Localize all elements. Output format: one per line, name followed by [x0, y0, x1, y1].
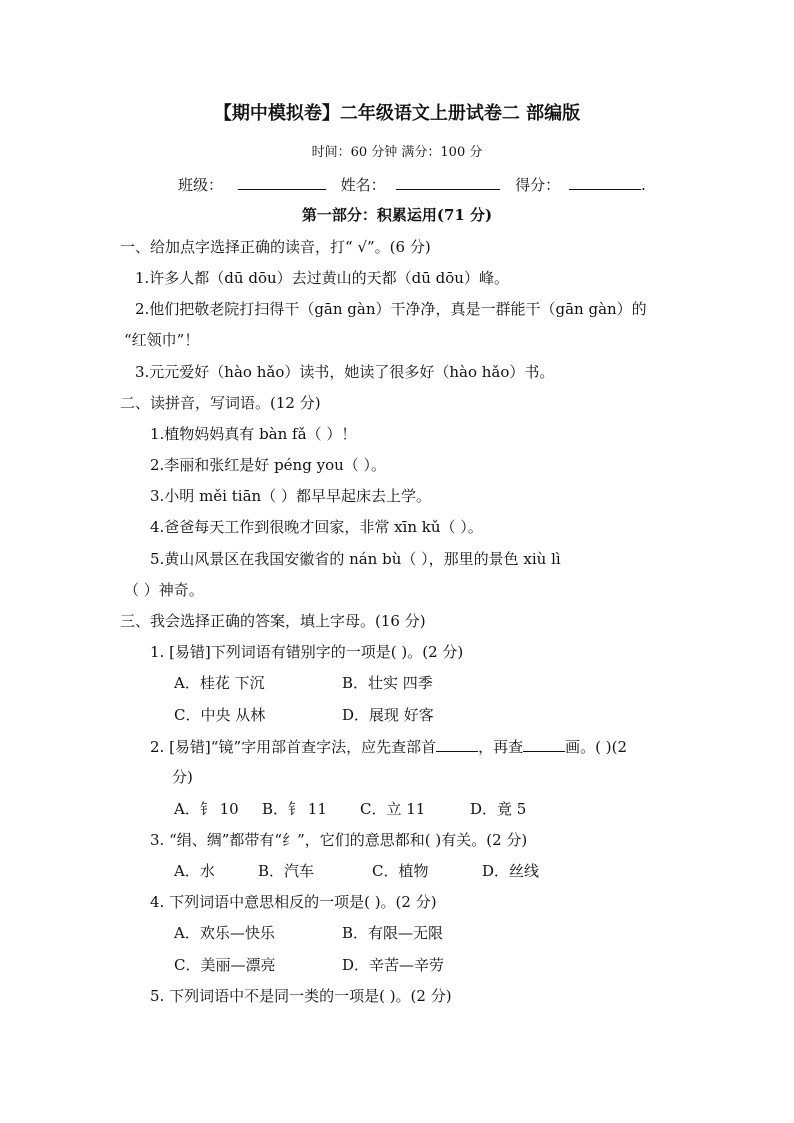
- name-label: 姓名：: [340, 176, 386, 194]
- stroke-blank[interactable]: [523, 737, 565, 752]
- q3-1-option-a: A．桂花 下沉: [174, 674, 265, 692]
- q3-2-option-a: A．钅 10: [174, 800, 239, 818]
- score-label: 得分：: [515, 176, 561, 194]
- q3-2-stem-part-c: 画。( )(2: [565, 738, 628, 756]
- q3-5-stem: 5. 下列词语中不是同一类的一项是( )。(2 分): [150, 987, 452, 1005]
- q3-title: 三、我会选择正确的答案，填上字母。(16 分): [120, 612, 426, 630]
- q2-line-1: 1.植物妈妈真有 bàn fǎ（ ）！: [150, 425, 357, 443]
- radical-blank[interactable]: [436, 737, 478, 752]
- q2-line-3: 3.小明 měi tiān（ ）都早早起床去上学。: [150, 487, 431, 505]
- q3-2-option-d: D．竟 5: [470, 800, 527, 818]
- q3-3-option-c: C．植物: [372, 862, 429, 880]
- q3-1-stem: 1. [易错]下列词语有错别字的一项是( )。(2 分): [150, 643, 464, 661]
- q3-2-stem: [150, 737, 627, 757]
- exam-meta: 时间：60 分钟 满分：100 分: [311, 145, 483, 160]
- q1-line-2: 2.他们把敬老院打扫得干（gān gàn）干净净，真是一群能干（gān gàn）的: [135, 300, 647, 318]
- score-end: .: [640, 176, 646, 194]
- q2-line-5: 5.黄山风景区在我国安徽省的 nán bù（ ），那里的景色 xiù lì: [150, 550, 561, 568]
- q3-2-stem-part-b: ，再查: [478, 738, 524, 756]
- q2-line-4: 4.爸爸每天工作到很晚才回家，非常 xīn kǔ（ ）。: [150, 518, 483, 536]
- q2-title: 二、读拼音，写词语。(12 分): [120, 394, 321, 412]
- q3-4-stem: 4. 下列词语中意思相反的一项是( )。(2 分): [150, 893, 437, 911]
- q3-4-option-c: C．美丽—漂亮: [174, 956, 276, 974]
- q1-title: 一、给加点字选择正确的读音，打“ √”。(6 分): [120, 238, 431, 256]
- class-field[interactable]: [238, 175, 326, 190]
- q3-1-option-b: B．壮实 四季: [342, 674, 433, 692]
- name-field[interactable]: [396, 175, 500, 190]
- q3-4-option-d: D．辛苦—辛劳: [342, 956, 445, 974]
- q3-2-stem-wrap: 分): [172, 768, 193, 786]
- q3-2-option-c: C．立 11: [360, 800, 426, 818]
- q3-3-option-b: B．汽车: [258, 862, 315, 880]
- q3-3-option-d: D．丝线: [482, 862, 540, 880]
- q1-line-1: 1.许多人都（dū dōu）去过黄山的天都（dū dōu）峰。: [135, 269, 509, 287]
- q2-line-6: （ ）神奇。: [124, 581, 204, 599]
- q1-line-3: “红领巾”！: [124, 331, 200, 349]
- q3-1-option-c: C．中央 从林: [174, 706, 266, 724]
- q3-4-option-a: A．欢乐—快乐: [174, 924, 275, 942]
- part-one-title: 第一部分：积累运用(71 分): [301, 206, 493, 224]
- q3-4-option-b: B．有限—无限: [342, 924, 444, 942]
- q1-line-4: 3.元元爱好（hào hǎo）读书，她读了很多好（hào hǎo）书。: [135, 363, 555, 381]
- q3-2-stem-part-a: 2. [易错]“镜”字用部首查字法，应先查部首: [150, 738, 437, 756]
- info-row: [178, 175, 646, 195]
- q3-2-option-b: B．钅 11: [262, 800, 327, 818]
- q3-1-option-d: D．展现 好客: [342, 706, 434, 724]
- q2-line-2: 2.李丽和张红是好 péng you（ ）。: [150, 456, 387, 474]
- q3-3-option-a: A．水: [174, 862, 215, 880]
- page-title: 【期中模拟卷】二年级语文上册试卷二 部编版: [213, 103, 581, 124]
- class-label: 班级：: [178, 176, 224, 194]
- q3-3-stem: 3. “绢、绸”都带有“纟”，它们的意思都和( )有关。(2 分): [150, 831, 528, 849]
- score-field[interactable]: [569, 175, 641, 190]
